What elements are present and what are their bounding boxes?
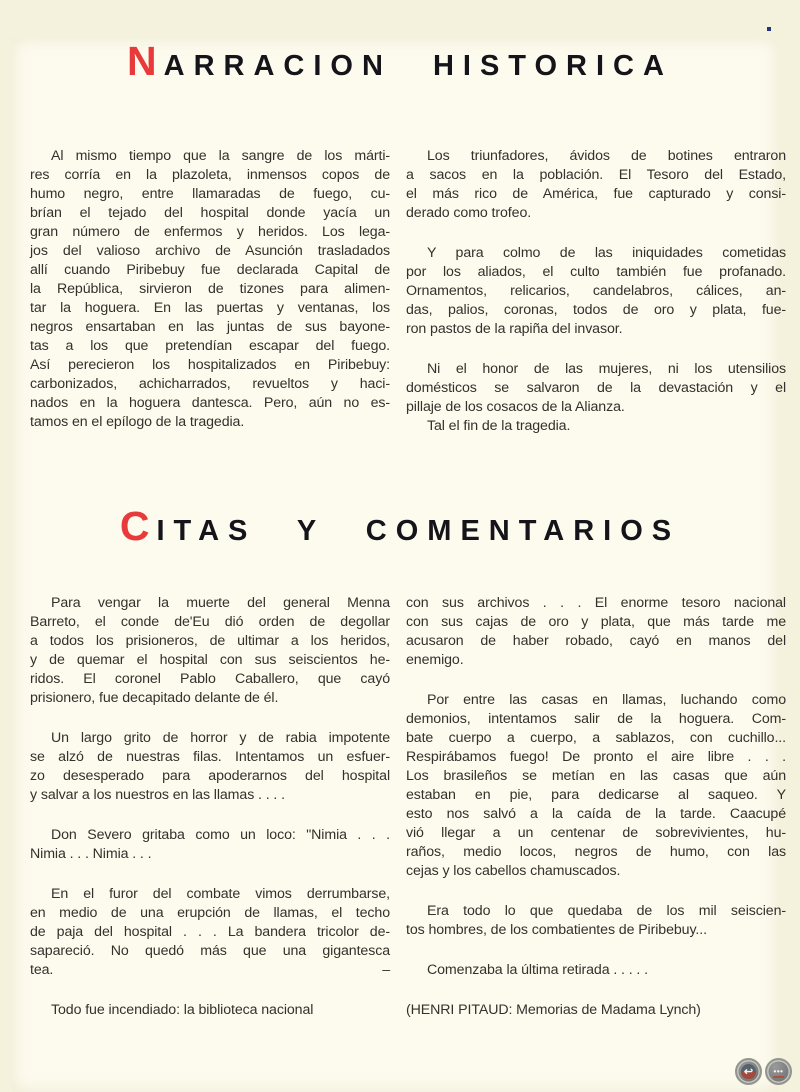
text-line: derado como trofeo. [406,205,532,221]
text-line: el más rico de América, fue capturado y consi- [406,186,786,202]
paragraph [406,244,786,339]
text-line: tar la hoguera. En las puertas y ventanas, los [30,300,390,316]
text-line: bate cuerpo a cuerpo, a sablazos, con cuchillo... [406,730,786,746]
paragraph [30,1001,390,1020]
text-line: de paja del hospital . . . La bandera tricolor de- [30,924,390,940]
text-line: Todo fue incendiado: la biblioteca nacional [51,1002,314,1018]
text-line: la República, sirvieron de tizones para alimen- [30,281,390,297]
paragraph [406,902,786,940]
paragraph [30,147,390,432]
share-button[interactable] [735,1058,762,1085]
paragraph [406,594,786,670]
coin-red-bar [773,1076,784,1078]
text-line: Barreto, el conde de'Eu dió orden de degollar [30,614,390,630]
text-line: por los aliados, el culto también fue profanado. [406,264,786,280]
text-line: a sacos en la población. El Tesoro del Estado, [406,167,786,183]
text-line: se alzó de nuestras filas. Intentamos un esfuer- [30,749,390,765]
text-line: Ni el honor de las mujeres, ni los utensilios [427,361,786,377]
text-line: Don Severo gritaba como un loco: "Nimia . . . [51,827,390,843]
text-line: gran número de enfermos y heridos. Los lega- [30,224,390,240]
text-line: Era todo lo que quedaba de los mil seiscien- [427,903,786,919]
stray-dash: – [382,962,390,978]
text-line: a todos los prisioneros, de ultimar a los heridos, [30,633,390,649]
paragraph [30,826,390,864]
viewer-overlay-buttons [735,1058,792,1085]
text-line: Comenzaba la última retirada . . . . . [427,962,648,978]
text-line: brían el tejado del hospital donde yacía un [30,205,390,221]
text-line: Tal el fin de la tragedia. [427,418,571,434]
text-line: Ornamentos, relicarios, candelabros, cálices, an- [406,283,786,299]
text-line: Por entre las casas en llamas, luchando como [427,692,786,708]
drop-cap-initial: C [119,503,157,549]
paragraph [30,594,390,708]
text-line: con sus cajas de oro y plata, que más tarde me [406,614,786,630]
title-text: ARRACION HISTORICA [163,50,673,82]
text-line: sapareció. No quedó más que una gigantesca [30,943,390,959]
paragraph [406,1001,786,1020]
text-line: tamos en el epílogo de la tragedia. [30,414,245,430]
text-line: allí cuando Piribebuy fue declarada Capital de [30,262,390,278]
ellipsis-icon: ••• [773,1067,784,1076]
text-line: Respirábamos fuego! De pronto el aire libre . . . [406,749,786,765]
text-line: y de quemar el hospital con sus seiscientos he- [30,652,390,668]
text-line: domésticos se salvaron de la devastación y el [406,380,786,396]
text-line: Y para colmo de las iniquidades cometidas [427,245,786,261]
text-line: (HENRI PITAUD: Memorias de Madama Lynch) [406,1002,701,1018]
narracion-left-column [30,147,390,436]
text-line: jos del valioso archivo de Asunción trasladados [30,243,390,259]
citas-columns [30,594,786,1020]
text-line: acusaron de haber robado, cayó en manos del [406,633,786,649]
text-line: en medio de una erupción de llamas, el techo [30,905,390,921]
text-line: ron pastos de la rapiña del invasor. [406,321,623,337]
section-title-citas-y-comentarios [0,503,800,549]
narracion-columns [30,147,786,436]
text-line: ridos. El coronel Pablo Caballero, que cayó [30,671,390,687]
text-line: enemigo. [406,652,464,668]
paragraph [406,961,786,980]
text-line: zo desesperado para apoderarnos del hospital [30,768,390,784]
text-line: con sus archivos . . . El enorme tesoro nacional [406,595,786,611]
paragraph [406,417,786,436]
paragraph [406,360,786,417]
text-line: demonios, intentamos salir de la hoguera. Com- [406,711,786,727]
text-line: pillaje de los cosacos de la Alianza. [406,399,625,415]
paragraph [406,147,786,223]
text-line: negros ensartaban en las juntas de sus bayone- [30,319,390,335]
citas-right-column [406,594,786,1020]
text-line: estaban en pie, para dedicarse al saqueo. Y [406,787,786,803]
paragraph [406,691,786,881]
text-line: Un largo grito de horror y de rabia impotente [51,730,390,746]
text-line: carbonizados, achicharrados, revueltos y haci- [30,376,390,392]
text-line: Los brasileños se metían en las casas que aún [406,768,786,784]
paragraph [30,729,390,805]
text-line: vió llegar a un centenar de sobrevivientes, hu- [406,825,786,841]
text-line: res corría en la plazoleta, inmensos copos de [30,167,390,183]
text-line: prisionero, fue decapitado delante de él. [30,690,279,706]
section-title-narracion-historica [0,38,800,84]
citas-left-column [30,594,390,1020]
text-line: Nimia . . . Nimia . . . [30,846,152,862]
text-line: cejas y los cabellos chamuscados. [406,863,621,879]
title-text: ITAS Y COMENTARIOS [156,515,681,547]
text-line: tea. – [30,962,390,978]
text-line: das, palios, coronas, todos de oro y plata, fue- [406,302,786,318]
reply-arrow-icon: ↩ [743,1066,754,1078]
text-line: nados en la hoguera dantesca. Pero, aún no es- [30,395,390,411]
text-line: tos hombres, de los combatientes de Piribebuy... [406,922,707,938]
narracion-right-column [406,147,786,436]
text-line: raños, medio locos, negros de humo, con las [406,844,786,860]
paragraph [30,885,390,980]
text-line: y salvar a los nuestros en las llamas . . . . [30,787,285,803]
text-line: esto nos salvó a la caída de la tarde. Caacupé [406,806,786,822]
text-line: En el furor del combate vimos derrumbarse, [51,886,390,902]
text-line: humo negro, entre llamaradas de fuego, cu- [30,186,390,202]
text-line: Los triunfadores, ávidos de botines entraron [427,148,786,164]
text-line: Para vengar la muerte del general Menna [51,595,390,611]
text-line: Al mismo tiempo que la sangre de los márti- [51,148,390,164]
text-line: tas a los que pretendían escapar del fuego. [30,338,390,354]
ink-speck [767,27,771,31]
text-line: Así perecieron los hospitalizados en Piribebuy: [30,357,390,373]
drop-cap-initial: N [127,38,164,84]
more-options-button[interactable] [765,1058,792,1085]
